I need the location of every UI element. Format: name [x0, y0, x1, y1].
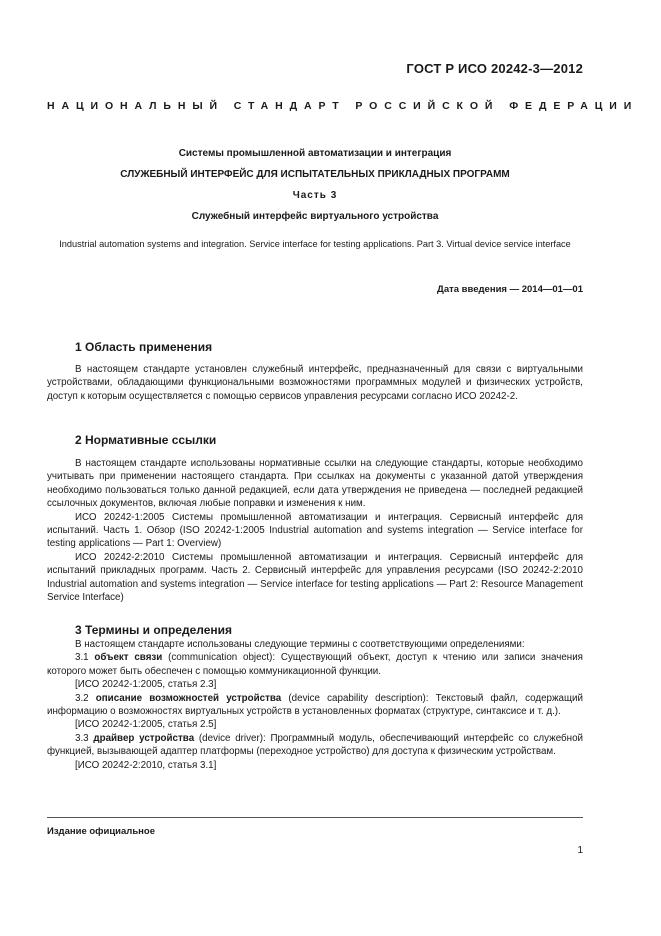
term-entry: [47, 692, 583, 719]
term-source: [ИСО 20242-2:2010, статья 3.1]: [75, 759, 217, 771]
introduction-date: Дата введения — 2014—01—01: [437, 284, 583, 295]
term-definition: (communication object): Существующий объект, доступ к чтению или записи значения которого может быть обеспечен с помощью коммуникационной функции.: [47, 652, 583, 677]
term-entry: [47, 651, 583, 678]
section-body-normative-references: [47, 457, 583, 604]
paragraph: В настоящем стандарте использованы следующие термины с соответствующими определениями:: [75, 639, 525, 650]
section-heading-scope: 1 Область применения: [75, 340, 213, 354]
term-name: объект связи: [94, 652, 163, 664]
title-main: СЛУЖЕБНЫЙ ИНТЕРФЕЙС ДЛЯ ИСПЫТАТЕЛЬНЫХ ПРИКЛАДНЫХ ПРОГРАММ: [120, 169, 510, 180]
standard-code: ГОСТ Р ИСО 20242-3—2012: [406, 61, 583, 76]
official-edition-note: Издание официальное: [47, 826, 155, 837]
reference-item: ИСО 20242-1:2005 Системы промышленной автоматизации и интеграция. Сервисный интерфейс для испытаний. Часть 1. Обзор (ISO 20242-1:2005 Industrial automation and systems integration — Service interface for testing applications — Part 1: Overview): [47, 511, 583, 550]
paragraph: В настоящем стандарте использованы нормативные ссылки на следующие стандарты, которые необходимо учитывать при применении настоящего стандарта. При ссылках на документы с указанной датой утверждения необходимо пользоваться только данной редакцией, если дата утверждения не приведена — последней редакцией ссылочных документов, включая любые поправки и изменения к ним.: [47, 458, 583, 510]
term-number: 3.2: [75, 692, 89, 704]
footer-divider: [47, 817, 583, 818]
term-source: [ИСО 20242-1:2005, статья 2.5]: [75, 719, 217, 731]
section-body-terms: [47, 638, 583, 772]
term-name: драйвер устройства: [93, 732, 195, 744]
term-number: 3.3: [75, 732, 89, 744]
term-number: 3.1: [75, 652, 89, 664]
title-part: Часть 3: [292, 190, 338, 201]
term-definition: (device driver): Программный модуль, обеспечивающий интерфейс со служебной функцией, вызывающей адаптер платформы (переходное устройство) для доступа к физическим устройствам.: [47, 732, 583, 758]
term-name: описание возможностей устройства: [95, 692, 282, 704]
section-heading-normative-references: 2 Нормативные ссылки: [75, 433, 217, 447]
term-definition: (device capability description): Текстовый файл, содержащий информацию о возможностях виртуальных устройств в установленных форматах (структуре, синтаксисе и т. д.).: [47, 692, 583, 718]
national-standard-banner: НАЦИОНАЛЬНЫЙ СТАНДАРТ РОССИЙСКОЙ ФЕДЕРАЦИИ: [47, 100, 639, 112]
paragraph: В настоящем стандарте установлен служебный интерфейс, предназначенный для связи с виртуальными устройствами, обладающими функциональными возможностями программных модулей и физических устройств, доступ к которым осуществляется с помощью сервисов управления ресурсами согласно ИСО 20242-2.: [47, 364, 583, 402]
section-heading-terms: 3 Термины и определения: [75, 623, 233, 637]
term-entry: [47, 732, 583, 759]
reference-item: ИСО 20242-2:2010 Системы промышленной автоматизации и интеграция. Сервисный интерфейс для испытаний прикладных программ. Часть 2. Сервисный интерфейс для управления ресурсами (ISO 20242-2:2010 Industrial automation and systems integration — Service interface for testing applications — Part 2: Resource Management Service Interface): [47, 551, 583, 604]
section-body-scope: [47, 363, 583, 403]
term-source: [ИСО 20242-1:2005, статья 2.3]: [75, 679, 217, 691]
page-number: 1: [577, 845, 583, 856]
title-subtitle: Служебный интерфейс виртуального устройства: [191, 211, 439, 222]
title-series: Системы промышленной автоматизации и интеграция: [178, 148, 452, 159]
title-english: Industrial automation systems and integration. Service interface for testing applications. Part 3. Virtual device service interface: [59, 239, 571, 249]
